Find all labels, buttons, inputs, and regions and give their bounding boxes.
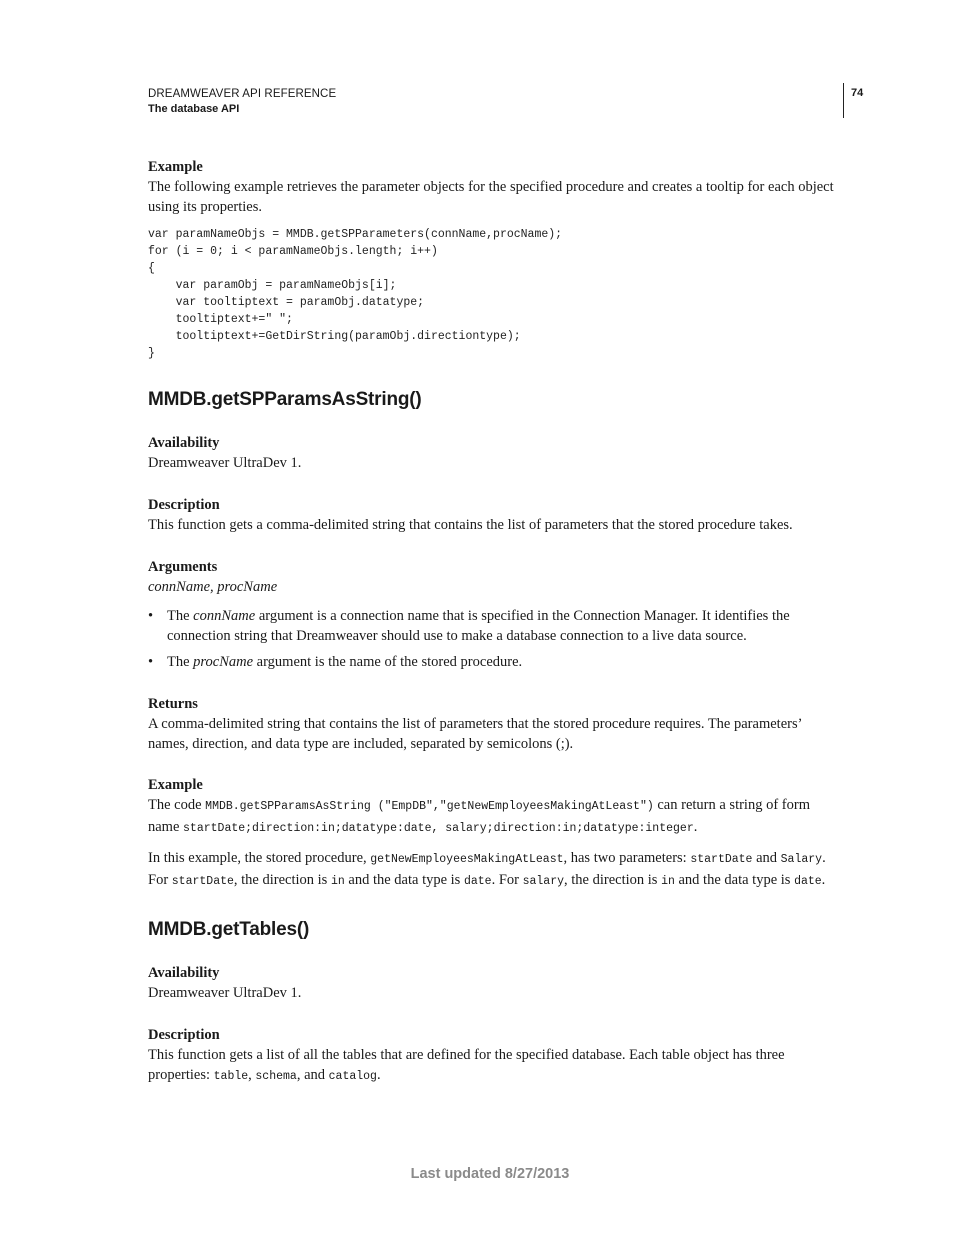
document-title: DREAMWEAVER API REFERENCE [148,88,337,100]
bullet-icon: • [148,608,154,624]
example-intro: The following example retrieves the parameter objects for the specified procedure and creates a tooltip for each object using its properties. [148,179,834,215]
chapter-title: The database API [148,103,240,115]
example-paragraph: In this example, the stored procedure, getNewEmployeesMakingAtLeast, has two parameters: startDate and Salary. For startDate, the direction is in and the data type is date. For salary, the direction is in and the data type is date. [148,850,826,888]
argument-name: procName [193,654,254,670]
argument-name: connName [193,608,256,624]
returns-label: Returns [148,696,198,712]
page-number: 74 [851,87,864,99]
description-text: This function gets a comma-delimited string that contains the list of parameters that the stored procedure takes. [148,517,793,533]
running-header [148,87,336,117]
arguments-label: Arguments [148,559,218,575]
argument-list [148,606,840,672]
example-label: Example [148,159,203,175]
availability-label: Availability [148,435,220,451]
availability-text: Dreamweaver UltraDev 1. [148,985,302,1001]
availability-label: Availability [148,965,220,981]
list-item: • The procName argument is the name of the stored procedure. [148,654,523,670]
list-item: • The connName argument is a connection name that is specified in the Connection Manager. It identifies the connection string that Dreamweaver should use to make a database connection to a live data source. [148,608,790,644]
arguments-text: connName, procName [148,579,278,595]
function-heading-getspparamsasstring: MMDB.getSPParamsAsString() [148,389,422,410]
description-text: This function gets a list of all the tables that are defined for the specified database. Each table object has three properties: table, schema, and catalog. [148,1047,785,1083]
example-paragraph: The code MMDB.getSPParamsAsString ("EmpDB","getNewEmployeesMakingAtLeast") can return a string of form name startDate;direction:in;datatype:date, salary;direction:in;datatype:integer. [148,797,810,835]
header-divider [843,83,844,118]
example-label: Example [148,777,203,793]
page-content [148,157,840,1087]
last-updated-footer: Last updated 8/27/2013 [410,1166,570,1182]
description-label: Description [148,497,220,513]
code-block: var paramNameObjs = MMDB.getSPParameters(connName,procName); for (i = 0; i < paramNameObjs.length; i++) { var paramObj = paramNameObjs[i]; var tooltiptext = paramObj.datatype; tooltiptext+=" "; tooltiptext+=GetDirString(paramObj.directiontype); } [148,228,563,360]
description-label: Description [148,1027,220,1043]
bullet-icon: • [148,654,154,670]
availability-text: Dreamweaver UltraDev 1. [148,455,302,471]
function-heading-gettables: MMDB.getTables() [148,919,310,940]
returns-text: A comma-delimited string that contains the list of parameters that the stored procedure requires. The parameters’ names, direction, and data type are included, separated by semicolons (;). [148,716,802,752]
